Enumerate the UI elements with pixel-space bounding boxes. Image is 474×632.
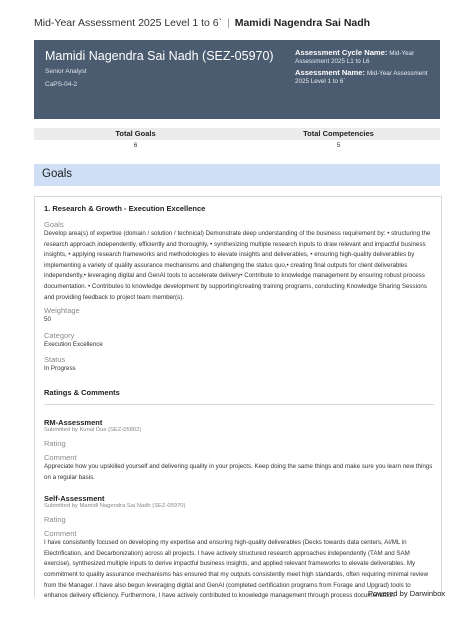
ratings-heading: Ratings & Comments [44,387,120,397]
divider [44,404,434,405]
profile-name: Mamidi Nagendra Sai Nadh (SEZ-05970) [45,49,274,63]
goals-label: Goals [44,220,64,229]
summary-table [34,128,440,153]
self-assessment-heading: Self-Assessment [44,494,105,504]
footer-credit: Powered by Darwinbox [368,589,446,598]
rm-assessment-heading: RM-Assessment [44,417,103,427]
self-comment: I have consistently focused on developing my expertise and ensuring high-quality deliverables (Decks towards data centers, AI/ML in Electrification, and Decarbonization) across all projects. I have actively structured research approaches independently (TAM and SAM exercise), synthesized multiple inputs to derive impactful business insights, and applied relevant frameworks to elevate deliverables. My commitment to quality assurance mechanisms has ensured that my outputs consistently meet high standards, often requiring minimal review from the Manager. I have also begun leveraging digital and GenAI (completed certification programs from Forage and Upgrad) tools to enhance delivery efficiency. Furthermore, I have actively contributed to knowledge management through process documentation [44,539,429,600]
page-header [34,17,370,29]
goals-description: Develop area(s) of expertise (domain / solution / technical) Demonstrate deep understanding of the business requirement by: • structuring the research approach independently, efficiently and thoroughly, • synthesizing multiple research inputs to draw relevant and impactful business insights, • applying research frameworks and methodologies to elevate insights and deliverables, • ensuring high-quality deliverables by implementing a variety of quality assurance mechanisms and challenging the status quo,• creating final outputs for client deliverables independently,• leveraging digital and GenAI tools to accelerate delivery• Contribute to knowledge management by ensuring robust process documentation. • Contributes to knowledge development by supporting/creating training programs, conducting Knowledge Sharing Sessions and providing feedback to project team member(s). [44,230,431,301]
status-value: In Progress [44,365,76,373]
status-label: Status [44,355,66,365]
weightage-label: Weightage [44,306,80,316]
header-separator: | [227,17,230,29]
assessment-label: Assessment Name: [295,68,366,77]
assessment-info [295,49,437,89]
profile-code: CaPS-04-2 [45,81,78,88]
goals-section-header [34,164,440,186]
section-title: Goals [42,168,73,180]
cycle-label: Assessment Cycle Name: [295,48,388,57]
profile-title: Senior Analyst [45,68,87,75]
total-goals-label: Total Goals [115,129,156,138]
self-submitted-by: Submitted by Mamidi Nagendra Sai Nadh (SEZ-05970) [44,503,186,510]
weightage-value: 50 [44,316,51,324]
goal-card [34,196,442,600]
category-value: Execution Excellence [44,340,103,348]
rm-comment-label: Comment [44,452,77,462]
category-label: Category [44,330,75,340]
assessment-value: Mid-Year Assessment 2025 Level 1 to 6` [295,70,428,85]
rm-rating-label: Rating [44,438,66,448]
goal-heading: 1. Research & Growth - Execution Excellence [44,204,206,213]
self-rating-label: Rating [44,515,66,525]
total-competencies-value: 5 [336,142,341,149]
employee-name: Mamidi Nagendra Sai Nadh [234,17,371,29]
profile-banner [34,40,440,119]
total-competencies-label: Total Competencies [303,129,374,138]
self-comment-label: Comment [44,529,77,539]
cycle-name: Mid-Year Assessment 2025 Level 1 to 6` [34,17,223,29]
cycle-value: Mid-Year Assessment 2025 L1 to L6 [295,50,415,65]
total-goals-value: 6 [133,142,138,149]
rm-submitted-by: Submitted by Kunal Dua (SEZ-05802) [44,426,142,433]
rm-comment: Appreciate how you upskilled yourself and delivering quality in your projects. Keep doing the same things and make sure you learn new things on a regular basis. [44,462,433,481]
